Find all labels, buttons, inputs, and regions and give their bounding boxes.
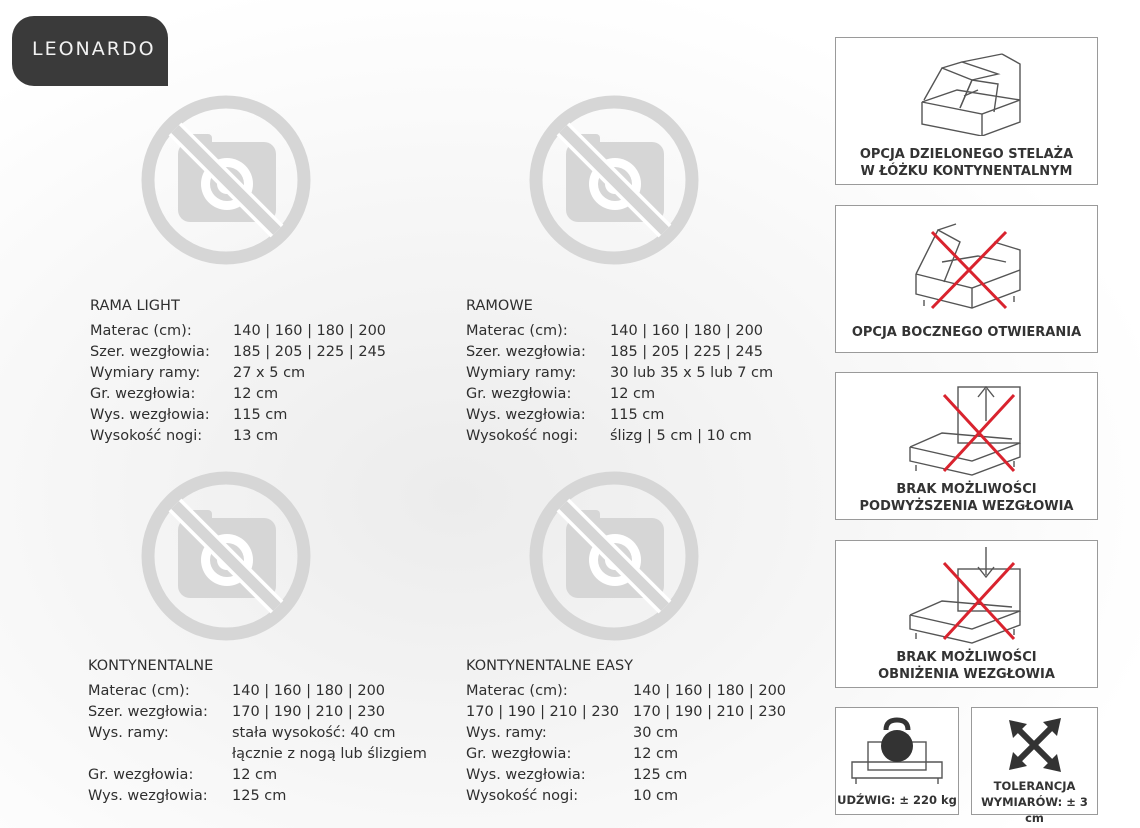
spec-row	[88, 681, 427, 702]
spec-label: Materac (cm):	[466, 323, 568, 339]
spec-label: 170 | 190 | 210 | 230	[466, 704, 620, 720]
feature-split-storage	[835, 37, 1098, 185]
spec-value: 185 | 205 | 225 | 245	[610, 344, 764, 360]
spec-label: Szer. wezgłowia:	[90, 344, 210, 360]
spec-row	[466, 723, 786, 744]
spec-label: Wysokość nogi:	[90, 428, 203, 444]
spec-label: Gr. wezgłowia:	[88, 767, 194, 783]
spec-value: 140 | 160 | 180 | 200	[233, 323, 387, 339]
spec-label: Wymiary ramy:	[466, 365, 577, 381]
spec-value: 12 cm	[233, 386, 279, 402]
feature-no-raise-headboard	[835, 372, 1098, 520]
caption-line: W ŁÓŻKU KONTYNENTALNYM	[860, 164, 1073, 179]
caption-line: BRAK MOŻLIWOŚCI	[896, 482, 1037, 497]
spec-label	[88, 744, 232, 765]
no-photo-icon	[528, 470, 700, 642]
spec-row	[466, 765, 786, 786]
spec-value: 12 cm	[610, 386, 656, 402]
caption-line: OBNIŻENIA WEZGŁOWIA	[878, 667, 1055, 682]
spec-label: Wys. ramy:	[466, 725, 547, 741]
feature-caption	[836, 146, 1097, 180]
spec-value: 125 cm	[232, 788, 287, 804]
spec-label: Materac (cm):	[88, 683, 190, 699]
feature-side-opening	[835, 205, 1098, 353]
spec-value: łącznie z nogą lub ślizgiem	[232, 746, 427, 762]
spec-row	[88, 723, 427, 744]
spec-row	[466, 744, 786, 765]
spec-row	[88, 702, 427, 723]
spec-row	[466, 405, 773, 426]
spec-row	[466, 342, 773, 363]
spec-value: 12 cm	[232, 767, 278, 783]
no-photo-icon	[528, 94, 700, 266]
spec-row	[466, 321, 773, 342]
feature-caption	[836, 649, 1097, 683]
spec-title: RAMA LIGHT	[90, 298, 180, 314]
caption-line: WYMIARÓW: ± 3 cm	[981, 795, 1088, 825]
spec-row	[466, 426, 773, 447]
spec-label: Wys. wezgłowia:	[90, 407, 210, 423]
spec-rama-light	[90, 296, 386, 447]
spec-value: 170 | 190 | 210 | 230	[232, 704, 386, 720]
spec-value: 140 | 160 | 180 | 200	[610, 323, 764, 339]
spec-row	[466, 384, 773, 405]
spec-value: 185 | 205 | 225 | 245	[233, 344, 387, 360]
spec-value: 140 | 160 | 180 | 200	[633, 683, 787, 699]
spec-label: Wys. wezgłowia:	[466, 767, 586, 783]
spec-value: 170 | 190 | 210 | 230	[633, 704, 787, 720]
feature-caption	[836, 792, 958, 808]
spec-value: 115 cm	[610, 407, 665, 423]
headboard-raise-crossed-icon	[902, 377, 1032, 481]
spec-kontynentalne-easy	[466, 656, 786, 807]
spec-value: 125 cm	[633, 767, 688, 783]
spec-label: Wysokość nogi:	[466, 428, 579, 444]
feature-no-lower-headboard	[835, 540, 1098, 688]
arrows-cross-icon	[1005, 716, 1065, 774]
split-storage-bed-icon	[902, 44, 1032, 136]
no-photo-icon	[140, 470, 312, 642]
spec-label: Gr. wezgłowia:	[466, 386, 572, 402]
spec-row	[88, 786, 427, 807]
side-opening-bed-crossed-icon	[902, 212, 1032, 312]
spec-label: Materac (cm):	[90, 323, 192, 339]
no-photo-icon	[140, 94, 312, 266]
spec-row	[90, 384, 386, 405]
spec-value: 13 cm	[233, 428, 279, 444]
spec-row	[88, 765, 427, 786]
spec-row	[90, 426, 386, 447]
spec-label: Wymiary ramy:	[90, 365, 201, 381]
spec-row	[90, 363, 386, 384]
spec-value: 12 cm	[633, 746, 679, 762]
spec-title: KONTYNENTALNE EASY	[466, 658, 634, 674]
spec-label: Wys. wezgłowia:	[88, 788, 208, 804]
spec-label: Wys. ramy:	[88, 725, 169, 741]
spec-row	[466, 363, 773, 384]
spec-row	[90, 405, 386, 426]
caption-line: OPCJA DZIELONEGO STELAŻA	[859, 147, 1074, 162]
spec-row	[466, 786, 786, 807]
brand-name: LEONARDO	[32, 38, 156, 60]
spec-value: 27 x 5 cm	[233, 365, 306, 381]
spec-label: Gr. wezgłowia:	[466, 746, 572, 762]
spec-row	[90, 321, 386, 342]
kettlebell-bed-icon	[842, 712, 952, 792]
brand-tab	[12, 16, 168, 86]
spec-label: Wysokość nogi:	[466, 788, 579, 804]
spec-label: Szer. wezgłowia:	[88, 704, 208, 720]
spec-label: Materac (cm):	[466, 683, 568, 699]
spec-row	[466, 681, 786, 702]
spec-value: 30 lub 35 x 5 lub 7 cm	[610, 365, 774, 381]
spec-ramowe	[466, 296, 773, 447]
spec-row	[466, 702, 786, 723]
spec-title: RAMOWE	[466, 298, 533, 314]
caption-line: BRAK MOŻLIWOŚCI	[896, 650, 1037, 665]
feature-load-capacity	[835, 707, 959, 815]
spec-value: ślizg | 5 cm | 10 cm	[610, 428, 752, 444]
feature-caption	[836, 481, 1097, 515]
caption-line: OPCJA BOCZNEGO OTWIERANIA	[851, 325, 1082, 340]
spec-label: Szer. wezgłowia:	[466, 344, 586, 360]
spec-value: 140 | 160 | 180 | 200	[232, 683, 386, 699]
caption-line: TOLERANCJA	[993, 779, 1076, 793]
spec-row	[88, 744, 427, 765]
spec-value: stała wysokość: 40 cm	[232, 725, 396, 741]
caption-line: PODWYŻSZENIA WEZGŁOWIA	[859, 499, 1074, 514]
feature-caption	[836, 324, 1097, 341]
spec-row	[90, 342, 386, 363]
spec-label: Wys. wezgłowia:	[466, 407, 586, 423]
spec-kontynentalne	[88, 656, 427, 807]
feature-tolerance	[971, 707, 1098, 825]
caption-line: UDŹWIG: ± 220 kg	[837, 793, 957, 807]
spec-value: 10 cm	[633, 788, 679, 804]
spec-title: KONTYNENTALNE	[88, 658, 214, 674]
spec-value: 30 cm	[633, 725, 679, 741]
headboard-lower-crossed-icon	[902, 545, 1032, 649]
spec-value: 115 cm	[233, 407, 288, 423]
feature-caption	[972, 778, 1097, 826]
spec-label: Gr. wezgłowia:	[90, 386, 196, 402]
